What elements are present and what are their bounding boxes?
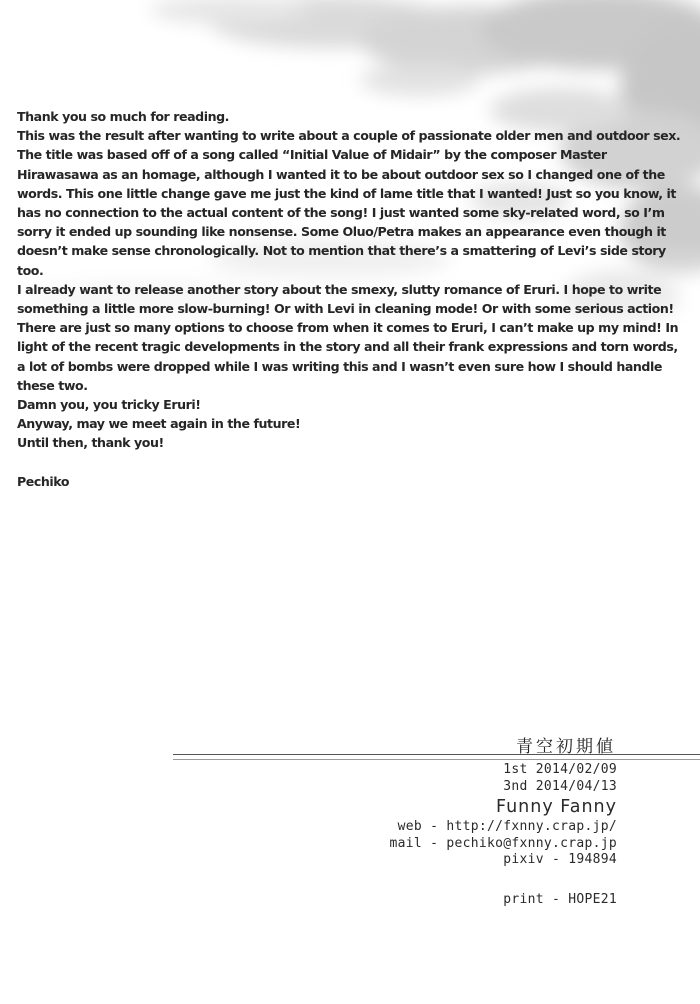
colophon-book-title: 青空初期値: [516, 737, 616, 757]
author-signature: Pechiko: [17, 473, 70, 489]
colophon-spacer: [389, 869, 617, 892]
afterword-paragraph-next-story: I already want to release another story about the smexy, slutty romance of Eruri. I hope to write something a little more slow-burning! Or with Levi in cleaning mode! Or with some serious action! There are just so many options to choose from when it comes to Eruri, I can’t make up my mind! In light of the recent tragic developments in the story and all their frank expressions and torn words, a lot of bombs were dropped while I was writing this and I wasn’t even sure how I should handle these two.: [17, 281, 679, 393]
mail-address: mail - pechiko@fxnny.crap.jp: [389, 835, 617, 851]
afterword-paragraph-meet-again: Anyway, may we meet again in the future!: [17, 416, 301, 432]
pixiv-id: pixiv - 194894: [503, 852, 617, 867]
afterword-paragraph-thanks: Thank you so much for reading.: [17, 109, 230, 124]
colophon-rule-top: [173, 754, 700, 755]
afterword-paragraph-until-then: Until then, thank you!: [17, 435, 164, 451]
afterword-text: [17, 107, 685, 491]
colophon-rule-bottom: [173, 759, 700, 760]
web-address: web - http://fxnny.crap.jp/: [397, 819, 617, 834]
circle-name: Funny Fanny: [495, 797, 617, 817]
afterword-paragraph-title-origin: This was the result after wanting to write about a couple of passionate older men and outdoor sex. The title was based off of a song called “Initial Value of Midair” by the composer Master Hirawasawa as an homage, although I wanted it to be about outdoor sex so I changed one of the words. This one little change gave me just the kind of lame title that I wanted! Just so you know, it has no connection to the actual content of the song! I just wanted some sky-related word, so I’m sorry it ended up sounding like nonsense. Some Oluo/Petra makes an appearance even though it doesn’t make sense chronologically. Not to mention that there’s a smattering of Levi’s side story too.: [17, 128, 681, 278]
printer-name: print - HOPE21: [503, 891, 617, 907]
colophon-block: [389, 762, 617, 908]
afterword-paragraph-damn-you: Damn you, you tricky Eruri!: [17, 397, 201, 413]
second-edition-date: 3nd 2014/04/13: [503, 778, 617, 794]
first-edition-date: 1st 2014/02/09: [503, 762, 617, 777]
